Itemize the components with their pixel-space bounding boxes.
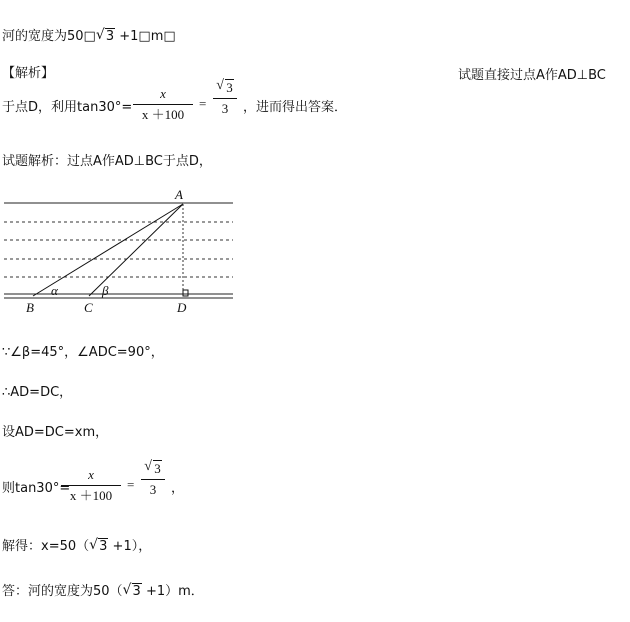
analysis-line2-suffix: ，进而得出答案．	[243, 100, 348, 115]
answer-prefix: 河的宽度为50	[2, 29, 84, 44]
river-geometry-figure	[0, 185, 240, 317]
step-tan-prefix: 则tan30°=	[2, 481, 71, 496]
step-let-x: 设AD=DC=xm，	[2, 425, 109, 440]
analysis-right-text: 试题直接过点A作AD⊥BC	[458, 68, 606, 83]
equals-sign: =	[127, 477, 135, 492]
right-angle-mark	[183, 290, 188, 296]
missing-glyph: □	[83, 29, 96, 44]
answer-line: 河的宽度为50□ √ 3 +1□m□	[2, 27, 176, 44]
missing-glyph: □	[138, 29, 151, 44]
fraction-sqrt3-over-3: √ 3 3	[141, 461, 165, 498]
step-solve: 解得：x=50（ √ 3 +1），	[2, 537, 152, 554]
step-tan-suffix: ，	[171, 481, 185, 496]
fraction-x-over-x-plus-100: x x ＋100	[133, 86, 193, 123]
label-B: B	[26, 300, 34, 315]
label-beta: β	[102, 283, 109, 298]
fraction-sqrt3-over-3: √ 3 3	[213, 80, 237, 117]
equals-sign: =	[199, 96, 207, 111]
sqrt-expression: √ 3	[95, 27, 115, 44]
step-answer: 答：河的宽度为50（ √ 3 +1）m．	[2, 582, 204, 599]
unit-text: m	[150, 29, 164, 44]
label-D: D	[177, 300, 187, 315]
sqrt-expression: √ 3	[89, 537, 108, 554]
analysis-label: 【解析】	[2, 66, 55, 81]
solution-intro: 试题解析：过点A作AD⊥BC于点D，	[2, 154, 212, 169]
label-alpha: α	[51, 283, 58, 298]
missing-glyph: □	[163, 29, 176, 44]
step-ad-equals-dc: ∴AD=DC，	[2, 385, 73, 400]
fraction-x-over-x-plus-100: x x ＋100	[61, 467, 121, 504]
analysis-line2-prefix: 于点D，利用tan30°=	[2, 100, 133, 115]
label-A: A	[175, 187, 183, 202]
label-C: C	[84, 300, 93, 315]
step-angles: ∵∠β=45°，∠ADC=90°，	[2, 345, 164, 360]
sqrt-expression: √ 3	[122, 582, 141, 599]
